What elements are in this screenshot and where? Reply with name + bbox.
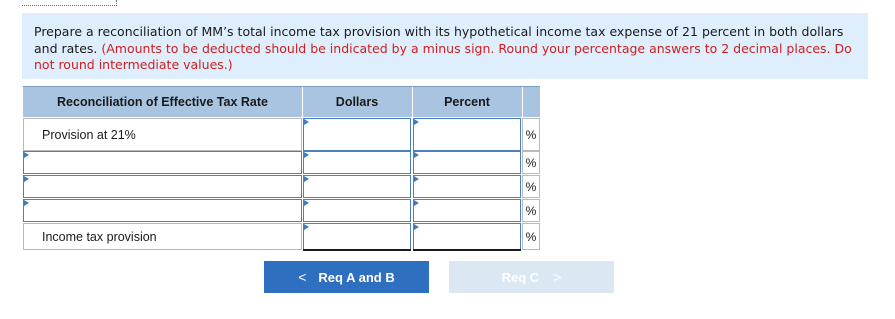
chevron-left-icon: < (298, 269, 307, 285)
dollars-input-1[interactable] (303, 151, 411, 174)
dollars-input-3[interactable] (303, 199, 411, 222)
percent-sign: % (522, 151, 540, 174)
row-label-input-1[interactable] (23, 151, 302, 174)
percent-input-2[interactable] (413, 175, 521, 198)
input-marker-icon (414, 176, 419, 182)
instructions-panel (22, 13, 868, 79)
percent-input-1[interactable] (413, 151, 521, 174)
chevron-right-icon: > (553, 269, 562, 285)
row-label-input-2[interactable] (23, 175, 302, 198)
input-marker-icon (24, 176, 29, 182)
prev-req-label: Req A and B (318, 269, 395, 285)
prev-req-button[interactable] (264, 261, 429, 293)
header-pct-column (522, 86, 540, 117)
header-top-border (23, 86, 540, 87)
input-marker-icon (304, 152, 309, 158)
percent-input-provision[interactable] (413, 118, 521, 151)
next-req-label: Req C (501, 269, 540, 285)
header-divider (302, 86, 303, 117)
instructions-note: (Amounts to be deducted should be indicated by a minus sign. Round your percentage answers to 2 decimal places. Do not round intermediate values.) (34, 40, 852, 72)
input-marker-icon (304, 200, 309, 206)
next-req-button[interactable] (449, 261, 614, 293)
header-reconciliation: Reconciliation of Effective Tax Rate (23, 86, 302, 117)
row-label-provision: Provision at 21% (23, 118, 302, 151)
percent-sign: % (522, 223, 540, 250)
input-marker-icon (304, 224, 309, 230)
input-marker-icon (24, 200, 29, 206)
input-marker-icon (304, 119, 309, 125)
input-marker-icon (414, 224, 419, 230)
percent-sign: % (522, 199, 540, 222)
total-underline (413, 249, 521, 251)
percent-sign: % (522, 175, 540, 198)
input-marker-icon (414, 152, 419, 158)
tab-edge (22, 0, 117, 6)
input-marker-icon (304, 176, 309, 182)
percent-sign: % (522, 118, 540, 151)
header-divider (522, 86, 523, 117)
total-underline (303, 249, 411, 251)
input-marker-icon (414, 119, 419, 125)
dollars-input-2[interactable] (303, 175, 411, 198)
percent-input-3[interactable] (413, 199, 521, 222)
header-dollars: Dollars (302, 86, 412, 117)
percent-input-total[interactable] (413, 223, 521, 250)
header-percent: Percent (412, 86, 522, 117)
instructions-text: Prepare a reconciliation of MM’s total income tax provision with its hypothetical income tax expense of 21 percent in both dollars and rates. (34, 24, 844, 56)
row-label-income-tax-provision: Income tax provision (23, 223, 302, 250)
dollars-input-total[interactable] (303, 223, 411, 250)
header-divider (412, 86, 413, 117)
dollars-input-provision[interactable] (303, 118, 411, 151)
row-label-input-3[interactable] (23, 199, 302, 222)
input-marker-icon (24, 152, 29, 158)
input-marker-icon (414, 200, 419, 206)
